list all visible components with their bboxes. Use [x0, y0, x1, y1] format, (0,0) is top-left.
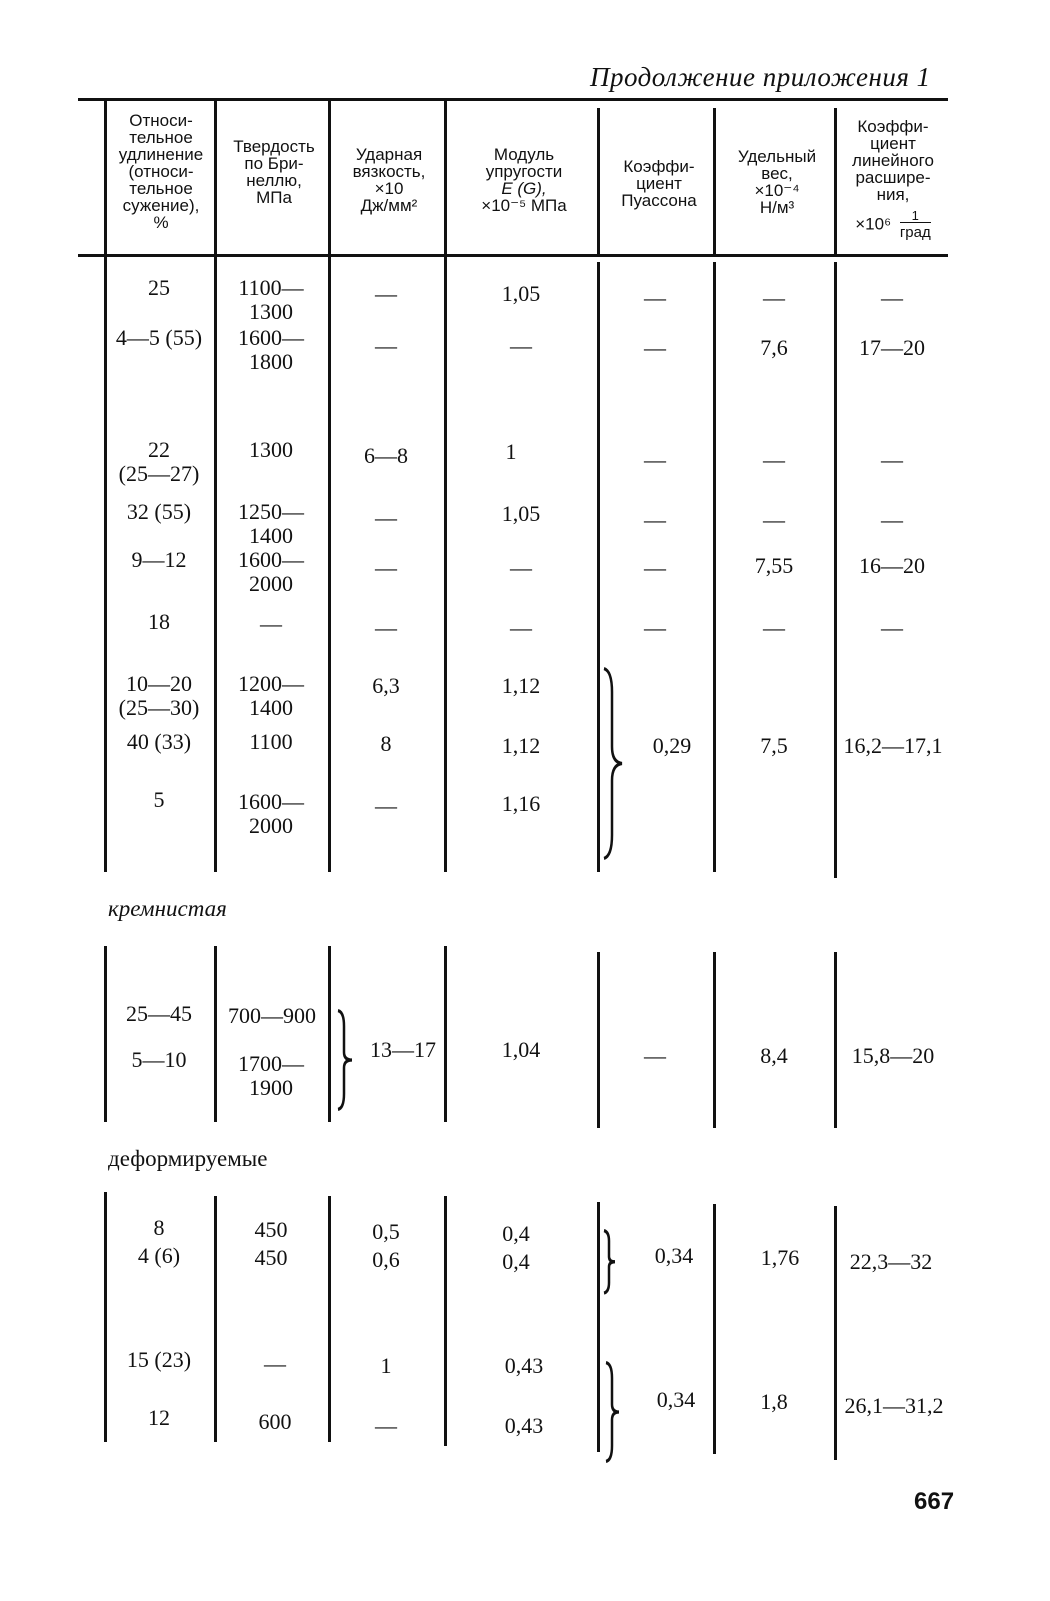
table-cell: 700—900 — [228, 1003, 316, 1028]
table-cell: — — [375, 281, 397, 306]
table-cell: 25 — [148, 275, 170, 300]
expansion-unit-numerator: 1 — [911, 208, 919, 223]
table-cell: 7,5 — [760, 733, 788, 758]
table-cell: 5—10 — [131, 1047, 187, 1072]
table-cell: 1,05 — [501, 501, 541, 526]
table-cell: 1600— 2000 — [238, 789, 304, 838]
table-cell: — — [375, 505, 397, 530]
body-col-divider — [328, 946, 331, 1122]
table-cell: 1 — [505, 439, 517, 464]
table-cell: 22,3—32 — [849, 1249, 933, 1274]
body-col-divider — [834, 952, 837, 1128]
header-col-divider — [834, 108, 837, 255]
table-cell: — — [644, 285, 666, 310]
table-cell: — — [375, 1413, 397, 1438]
header-col-divider — [713, 108, 716, 255]
expansion-unit-denominator: град — [899, 224, 931, 241]
table-cell: 1600— 2000 — [238, 547, 304, 596]
table-cell: 0,34 — [656, 1387, 696, 1412]
table-cell: 450 450 — [254, 1217, 288, 1270]
body-col-divider — [444, 946, 447, 1122]
table-cell: 25—45 — [126, 1001, 192, 1026]
table-cell: — — [881, 507, 903, 532]
table-cell: 1600— 1800 — [238, 325, 304, 374]
table-cell: 12 — [148, 1405, 170, 1430]
table-cell: 1,12 — [501, 733, 541, 758]
table-cell: 7,6 — [760, 335, 788, 360]
column-header-modulus: Модуль упругости E (G), ×10⁻⁵ МПа — [481, 145, 567, 215]
table-cell: — — [644, 447, 666, 472]
table-cell: 13—17 — [370, 1037, 436, 1062]
table-cell: 32 (55) — [126, 499, 192, 524]
table-cell: 1 — [380, 1353, 392, 1378]
header-col-divider — [214, 100, 217, 255]
table-cell: 18 — [148, 609, 170, 634]
section-label-wrought: деформируемые — [108, 1146, 268, 1171]
table-cell: 1,05 — [501, 281, 541, 306]
table-cell: 8 4 (6) — [137, 1215, 181, 1268]
table-cell: 5 — [153, 787, 165, 812]
table-cell: 1100 — [249, 729, 293, 754]
table-cell: — — [763, 285, 785, 310]
table-cell: 1,12 — [501, 673, 541, 698]
table-cell: 8,4 — [760, 1043, 788, 1068]
table-cell: 1700— 1900 — [238, 1051, 304, 1100]
table-cell: 1200— 1400 — [238, 671, 304, 720]
group-brace — [602, 1228, 618, 1309]
table-cell: — — [375, 793, 397, 818]
page-number: 667 — [914, 1488, 955, 1515]
table-cell: 22 (25—27) — [118, 437, 200, 486]
table-cell: 0,4 0,4 — [502, 1221, 530, 1274]
table-cell: 0,29 — [652, 733, 692, 758]
body-col-divider — [713, 1204, 716, 1454]
table-cell: 9—12 — [131, 547, 187, 572]
table-cell: — — [375, 615, 397, 640]
group-brace — [602, 666, 626, 874]
table-cell: — — [510, 615, 532, 640]
body-col-divider — [597, 952, 600, 1128]
table-cell: 0,43 — [504, 1413, 544, 1438]
section-label-silicon: кремнистая — [108, 896, 227, 921]
table-cell: 6,3 — [372, 673, 400, 698]
header-col-divider — [104, 100, 107, 255]
table-cell: 15,8—20 — [851, 1043, 935, 1068]
table-cell: — — [881, 615, 903, 640]
table-cell: — — [644, 615, 666, 640]
table-cell: 1300 — [249, 437, 293, 462]
body-col-divider — [834, 1206, 837, 1460]
table-cell: 16—20 — [859, 553, 925, 578]
group-brace — [604, 1360, 622, 1477]
table-cell: — — [644, 555, 666, 580]
table-cell: — — [644, 507, 666, 532]
table-cell: — — [644, 1043, 666, 1068]
table-cell: 1100— 1300 — [238, 275, 304, 324]
table-cell: 0,5 0,6 — [372, 1219, 400, 1272]
table-cell: 16,2—17,1 — [843, 733, 943, 758]
table-cell: 1250— 1400 — [238, 499, 304, 548]
table-cell: 1,8 — [760, 1389, 788, 1414]
column-header-elongation: Относи- тельное удлинение (относи- тельное сужение), % — [118, 111, 204, 232]
running-header: Продолжение приложения 1 — [590, 62, 931, 92]
table-cell: 1,04 — [501, 1037, 541, 1062]
table-cell: — — [763, 507, 785, 532]
table-cell: — — [763, 615, 785, 640]
table-cell: 6—8 — [364, 443, 408, 468]
table-cell: — — [375, 333, 397, 358]
header-col-divider — [328, 100, 331, 255]
table-cell: 600 — [258, 1409, 292, 1434]
table-cell: — — [510, 555, 532, 580]
table-cell: 15 (23) — [126, 1347, 192, 1372]
table-cell: — — [510, 333, 532, 358]
header-col-divider — [444, 100, 447, 255]
column-header-poisson: Коэффи- циент Пуассона — [621, 157, 697, 210]
table-cell: 8 — [380, 731, 392, 756]
table-cell: — — [881, 447, 903, 472]
table-cell: 0,34 — [654, 1243, 694, 1268]
header-bottom-rule — [78, 254, 948, 257]
table-cell: 7,55 — [754, 553, 794, 578]
body-col-divider — [713, 952, 716, 1128]
header-col-divider — [597, 108, 600, 255]
table-cell: 10—20 (25—30) — [118, 671, 200, 720]
table-cell: — — [763, 447, 785, 472]
table-cell: — — [264, 1351, 286, 1376]
table-cell: 1,16 — [501, 791, 541, 816]
table-cell: — — [881, 285, 903, 310]
expansion-unit-prefix: ×10⁶ — [855, 214, 892, 234]
column-header-hardness: Твердость по Бри- неллю, МПа — [233, 137, 315, 207]
table-cell: — — [260, 611, 282, 636]
body-col-divider — [104, 946, 107, 1122]
table-cell: 40 (33) — [126, 729, 192, 754]
column-header-impact: Ударная вязкость, ×10 Дж/мм² — [352, 145, 426, 215]
column-header-expansion: Коэффи- циент линейного расшире- ния, ×10⁶ 1 град — [852, 117, 934, 241]
column-header-weight: Удельный вес, ×10⁻⁴ Н/м³ — [737, 147, 817, 217]
table-top-rule — [78, 98, 948, 101]
table-cell: 26,1—31,2 — [844, 1393, 944, 1418]
table-cell: 4—5 (55) — [115, 325, 203, 350]
table-cell: 1,76 — [760, 1245, 800, 1270]
table-cell: — — [644, 335, 666, 360]
group-brace — [336, 1008, 356, 1125]
table-cell: 0,43 — [504, 1353, 544, 1378]
table-cell: 17—20 — [859, 335, 925, 360]
table-cell: — — [375, 555, 397, 580]
